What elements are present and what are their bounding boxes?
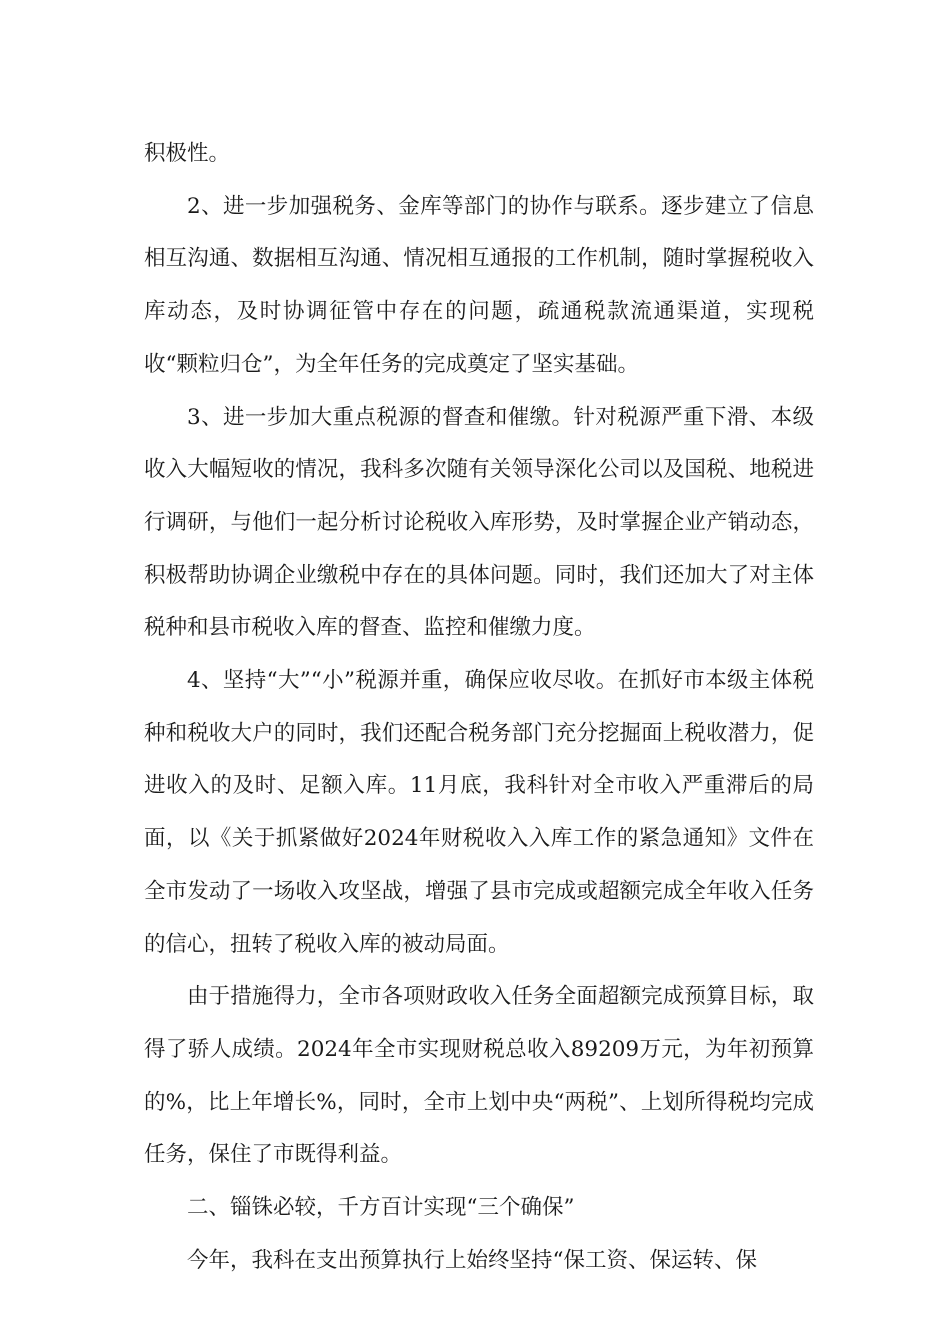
paragraph-item-4: 4、坚持“大”“小”税源并重，确保应收尽收。在抓好市本级主体税种和税收大户的同时，我们还配合税务部门充分挖掘面上税收潜力，促进收入的及时、足额入库。11月底，我科针对全市收入严重滞后的局面，以《关于抓紧做好2024年财税收入入库工作的紧急通知》文件在全市发动了一场收入攻坚战，增强了县市完成或超额完成全年收入任务的信心，扭转了税收入库的被动局面。	[144, 668, 814, 957]
paragraph-item-2: 2、进一步加强税务、金库等部门的协作与联系。逐步建立了信息相互沟通、数据相互沟通、情况相互通报的工作机制，随时掌握税收入库动态，及时协调征管中存在的问题，疏通税款流通渠道，实现税收“颗粒归仓”，为全年任务的完成奠定了坚实基础。	[144, 193, 814, 377]
section-heading-2: 二、锱铢必较，千方百计实现“三个确保”	[187, 1195, 575, 1221]
paragraph-item-3: 3、进一步加大重点税源的督查和催缴。针对税源严重下滑、本级收入大幅短收的情况，我科多次随有关领导深化公司以及国税、地税进行调研，与他们一起分析讨论税收入库形势，及时掌握企业产销动态，积极帮助协调企业缴税中存在的具体问题。同时，我们还加大了对主体税种和县市税收入库的督查、监控和催缴力度。	[144, 404, 814, 641]
paragraph-section-2-intro: 今年，我科在支出预算执行上始终坚持“保工资、保运转、保	[187, 1247, 757, 1273]
document-body	[144, 128, 814, 1287]
paragraph-continuation: 积极性。	[144, 141, 231, 166]
paragraph-summary: 由于措施得力，全市各项财政收入任务全面超额完成预算目标，取得了骄人成绩。2024年全市实现财税总收入89209万元，为年初预算的%，比上年增长%，同时，全市上划中央“两税”、上划所得税均完成任务，保住了市既得利益。	[144, 984, 814, 1168]
